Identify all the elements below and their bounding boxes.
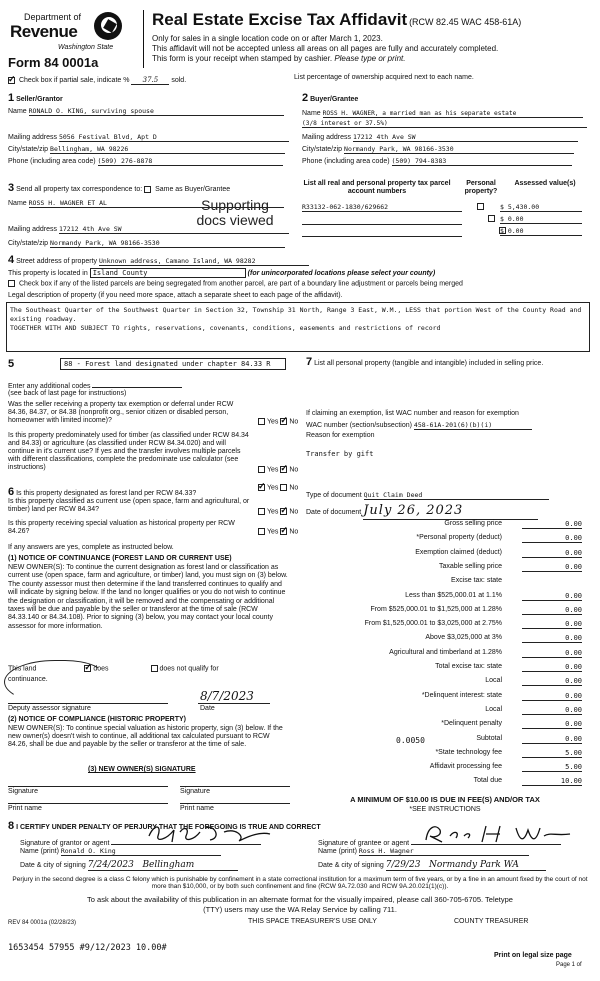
alt-format-notice-2: (TTY) users may use the WA Relay Service by calling 711.	[203, 905, 397, 914]
seller-city-field[interactable]: Bellingham, WA 98226	[50, 146, 285, 154]
grantor-date-label: Date & city of signing	[20, 862, 86, 869]
forest-no-checkbox[interactable]	[280, 484, 287, 491]
reason-label: Reason for exemption	[306, 432, 375, 439]
doc-date-label: Date of document	[306, 509, 362, 516]
seller-address-field[interactable]: 5056 Festival Blvd, Apt D	[59, 134, 289, 142]
timber-yes-checkbox[interactable]	[258, 466, 265, 473]
new-owner-signature-2[interactable]	[180, 785, 290, 787]
exemption-no-checkbox[interactable]	[280, 418, 287, 425]
assessor-scribble	[4, 660, 109, 704]
partial-sale-checkbox[interactable]	[8, 77, 15, 84]
wac-field[interactable]: 458-61A-201(6)(b)(i)	[414, 422, 532, 430]
tax-row	[300, 620, 582, 630]
buyer-city-field[interactable]: Normandy Park, WA 98166-3530	[344, 146, 574, 154]
current-use-no-checkbox[interactable]	[280, 508, 287, 515]
tax-row-value[interactable]: 0.00	[522, 549, 582, 558]
exemption-no-label: No	[289, 418, 299, 426]
header-note-2: This affidavit will not be accepted unless all areas on all pages are fully and accurately completed.	[152, 44, 499, 53]
tax-corr-heading: Send all property tax correspondence to:	[16, 186, 143, 193]
grantee-print-field[interactable]: Ross H. Wagner	[359, 848, 529, 856]
legal-description-label: Legal description of property (if you need more space, attach a separate sheet to each page of the affidavit).	[8, 292, 343, 299]
additional-codes-label: Enter any additional codes	[8, 383, 91, 390]
tax-row-value[interactable]: 0.00	[522, 634, 582, 643]
grantee-print-label: Name (print)	[318, 848, 357, 855]
current-use-yes-checkbox[interactable]	[258, 508, 265, 515]
agency-logo	[6, 10, 130, 60]
tax-row-value[interactable]: 0.00	[522, 735, 582, 744]
tax-row-label: Subtotal	[476, 734, 502, 742]
tax-row-value[interactable]: 0.00	[522, 720, 582, 729]
tax-row-label: Total excise tax: state	[435, 663, 502, 670]
assessed-value-2[interactable]: $ 0.00	[500, 216, 582, 224]
buyer-name-label: Name	[302, 110, 321, 117]
grantor-print-label: Name (print)	[20, 848, 59, 855]
agency-state: Washington State	[58, 44, 114, 51]
doc-type-field[interactable]: Quit Claim Deed	[364, 492, 549, 500]
land-use-code-select[interactable]: 88 - Forest land designated under chapter 84.33 R	[60, 358, 286, 370]
page-number: Page 1 of	[556, 962, 582, 968]
parcel-number-3[interactable]	[302, 228, 462, 237]
new-owner-signature-label-1: Signature	[8, 788, 38, 795]
grantor-signature-image	[144, 822, 284, 846]
seller-phone-field[interactable]: (509) 276-8878	[98, 158, 283, 166]
personal-property-col-header: Personal property?	[464, 180, 498, 196]
tax-corr-name-field[interactable]: ROSS H. WAGNER ET AL	[29, 200, 284, 208]
tax-row-value[interactable]: 0.00	[522, 592, 582, 601]
legal-description-field[interactable]	[6, 302, 590, 352]
tax-row	[300, 634, 582, 644]
treasurer-use-label: THIS SPACE TREASURER'S USE ONLY	[248, 918, 377, 925]
tax-row-value[interactable]: 0.00	[522, 606, 582, 615]
tax-row-label: Total due	[473, 777, 502, 785]
buyer-name-field[interactable]: ROSS H. WAGNER, a married man as his separate estate	[323, 110, 583, 118]
historic-text: NEW OWNER(S): To continue special valuation as historic property, sign (3) below. If the new owner(s) doesn't wish to continue, all additional tax calculated pursuant to RCW 84.26, shall be due and payable by the seller or transferor at the time of sale.	[8, 725, 283, 749]
ownership-note: List percentage of ownership acquired next to each name.	[294, 74, 474, 81]
does-not-checkbox[interactable]	[151, 665, 158, 672]
section-6-note: If any answers are yes, complete as instructed below.	[8, 544, 174, 551]
buyer-address-label: Mailing address	[302, 134, 352, 141]
forest-question: Is this property designated as forest land per RCW 84.33?	[16, 490, 197, 497]
deputy-signature-label: Deputy assessor signature	[8, 705, 91, 712]
current-use-no-label: No	[289, 508, 299, 516]
tax-row	[300, 720, 582, 730]
agency-name: Revenue	[10, 22, 78, 41]
assessed-value-col-header: Assessed value(s)	[514, 180, 576, 187]
section-1-number: 1	[8, 92, 15, 104]
tax-row-value[interactable]: 0.00	[522, 677, 582, 686]
legal-description-text-2: TOGETHER WITH AND SUBJECT TO rights, reservations, covenants, conditions, easements and restrictions of record	[10, 324, 441, 333]
tax-row-label: Affidavit processing fee	[429, 763, 502, 771]
tax-row-label: Exemption claimed (deduct)	[415, 548, 502, 556]
tax-row-value[interactable]: 0.00	[522, 706, 582, 715]
tax-row	[300, 606, 582, 616]
tax-row	[300, 749, 582, 759]
assessed-value-1[interactable]: $ 5,430.00	[500, 204, 582, 212]
exemption-yes-label: Yes	[267, 418, 279, 426]
seller-phone-label: Phone (including area code)	[8, 158, 96, 165]
header-divider	[143, 10, 144, 68]
perjury-notice: Perjury in the second degree is a class C felony which is punishable by confinement in a state correctional institution for a maximum term of five years, or by a fine in an amount fixed by the court of not more than $10,000, or by both such confinement and fine (RCW 9A.72.030 and RCW 9A.20.021(1)(c)).	[12, 876, 588, 891]
tax-row-label: From $1,525,000.01 to $3,025,000 at 2.75%	[364, 620, 502, 628]
street-label: Street address of property	[16, 258, 98, 265]
tax-row-value[interactable]: 0.00	[522, 620, 582, 629]
doc-type-label: Type of document	[306, 492, 362, 499]
same-as-buyer-checkbox[interactable]	[144, 186, 151, 193]
new-owner-signature-label-2: Signature	[180, 788, 210, 795]
section-3-number: 3	[8, 182, 15, 194]
grantor-date-field[interactable]: 7/24/2023 Bellingham	[88, 860, 238, 871]
tax-row	[300, 549, 582, 559]
tax-row-label: Taxable selling price	[438, 562, 502, 570]
tax-corr-city-field[interactable]: Normandy Park, WA 98166-3530	[50, 240, 285, 248]
county-treasurer-label: COUNTY TREASURER	[454, 918, 529, 925]
segregated-label: Check box if any of the listed parcels are being segregated from another parcel, are part of a boundary line adjustment or parcels being merged	[18, 280, 463, 288]
continuance-title: (1) NOTICE OF CONTINUANCE (FOREST LAND OR CURRENT USE)	[8, 555, 232, 562]
tax-row	[300, 677, 582, 687]
historic-yes-checkbox[interactable]	[258, 528, 265, 535]
tax-row-label: *Delinquent penalty	[441, 720, 502, 728]
tax-row	[300, 649, 582, 659]
tax-corr-name-label: Name	[8, 200, 27, 207]
tax-row-value[interactable]: 0.00	[522, 520, 582, 529]
tax-row-value[interactable]: 10.00	[522, 777, 582, 786]
assessor-date-label: Date	[200, 705, 215, 712]
reason-field[interactable]: Transfer by gift	[306, 450, 374, 458]
forest-no-label: No	[289, 484, 299, 492]
tax-row-value[interactable]: 0.00	[522, 563, 582, 572]
revision-label: REV 84 0001a (02/28/23)	[8, 920, 77, 926]
certification-text: I CERTIFY UNDER PENALTY OF PERJURY THAT THE FOREGOING IS TRUE AND CORRECT	[16, 824, 321, 831]
exemption-yes-checkbox[interactable]	[258, 418, 265, 425]
tax-row	[300, 777, 582, 787]
tax-row-value[interactable]: 5.00	[522, 749, 582, 758]
wac-label: WAC number (section/subsection)	[306, 422, 412, 429]
section-2-number: 2	[302, 92, 309, 104]
continuance-text: NEW OWNER(S): To continue the current designation as forest land or classification as current use (open space, farm and agriculture, or timber) land, you must sign on (3) below. The county assessor must then determine if the land transferred continues to qualify and will indicate by signing below. If the land no longer qualifies or you do not wish to continue the designation or classification, it will be removed and the compensating or additional taxes will be due and payable by the seller or transferor at the time of sale (RCW 84.33.140 or 84.34.108). Prior to signing (3) below, you may contact your local county assessor for more information.	[8, 564, 288, 630]
exemption-question: Was the seller receiving a property tax exemption or deferral under RCW 84.36, 84.37, or 84.38 (nonprofit org., senior citizen or disabled person, homeowner with limited income)?	[8, 401, 234, 425]
continuance-label: continuance.	[8, 676, 48, 683]
buyer-city-label: City/state/zip	[302, 146, 343, 153]
recording-stamp: 1653454 57955 #9/12/2023 10.00#	[8, 943, 167, 953]
county-note: (for unincorporated locations please select your county)	[247, 270, 436, 277]
form-title-cite: (RCW 82.45 WAC 458-61A)	[409, 17, 522, 27]
buyer-phone-label: Phone (including area code)	[302, 158, 390, 165]
grantee-signature-label: Signature of grantee or agent	[318, 840, 410, 847]
does-label: does	[93, 665, 109, 673]
buyer-address-field[interactable]: 17212 4th Ave SW	[353, 134, 578, 142]
supporting-docs-stamp: Supporting docs viewed	[196, 197, 274, 228]
grantee-date-field[interactable]: 7/29/23 Normandy Park WA	[386, 860, 546, 871]
tax-row-label: *State technology fee	[435, 748, 502, 756]
street-address-field[interactable]: Unknown address, Camano Island, WA 98282	[99, 258, 309, 266]
segregated-checkbox[interactable]	[8, 280, 15, 287]
new-owner-print-label-1: Print name	[8, 805, 42, 812]
section-8-number: 8	[8, 820, 15, 832]
form-title: Real Estate Excise Tax Affidavit	[152, 10, 408, 29]
county-label: This property is located in	[8, 270, 88, 277]
tax-row-value[interactable]: 0.00	[522, 692, 582, 701]
tax-row-label: *Delinquent interest: state	[421, 691, 502, 699]
personal-property-label: List all personal property (tangible and intangible) included in selling price.	[314, 360, 544, 367]
historic-question: Is this property receiving special valuation as historical property per RCW 84.26?	[8, 520, 235, 536]
tax-row-label: Local	[485, 677, 502, 685]
historic-no-label: No	[289, 528, 299, 536]
forest-yes-label: Yes	[267, 484, 279, 492]
local-rate-field[interactable]: 0.0050	[396, 736, 425, 745]
tax-row-label: Gross selling price	[444, 520, 502, 527]
grantor-print-field[interactable]: Ronald O. King	[61, 848, 221, 856]
doc-date-field[interactable]: July 26, 2023	[363, 504, 538, 520]
tax-row	[300, 706, 582, 716]
tax-corr-address-field[interactable]: 17212 4th Ave SW	[59, 226, 289, 234]
tax-corr-address-label: Mailing address	[8, 226, 58, 233]
tax-corr-city-label: City/state/zip	[8, 240, 49, 247]
assessor-date-line	[198, 702, 270, 704]
new-owner-signature-title: (3) NEW OWNER(S) SIGNATURE	[88, 766, 196, 773]
parcel-col-header: List all real and personal property tax parcel account numbers	[303, 180, 451, 196]
tax-row-value[interactable]: 0.00	[522, 649, 582, 658]
new-owner-print-label-2: Print name	[180, 805, 214, 812]
tax-row	[300, 534, 582, 544]
alt-format-notice-1: To ask about the availability of this publication in an alternate format for the visually impaired, please call 360-705-6705. Teletype	[87, 895, 513, 904]
tax-row	[300, 592, 582, 602]
grantee-date-label: Date & city of signing	[318, 862, 384, 869]
buyer-phone-field[interactable]: (509) 794-8383	[392, 158, 572, 166]
grantor-signature-label: Signature of grantor or agent	[20, 840, 110, 847]
section-6-number: 6	[8, 486, 15, 498]
tax-row	[300, 577, 582, 587]
new-owner-print-2[interactable]	[180, 802, 290, 804]
tax-row-value[interactable]: 5.00	[522, 763, 582, 772]
exemption-label: If claiming an exemption, list WAC number and reason for exemption	[306, 410, 519, 417]
personal-property-checkbox-1[interactable]	[477, 203, 484, 210]
tax-row	[300, 763, 582, 773]
section-4-number: 4	[8, 254, 15, 266]
tax-row-label: *Personal property (deduct)	[416, 534, 502, 542]
additional-codes-note: (see back of last page for instructions)	[8, 390, 127, 397]
timber-question: Is this property predominately used for timber (as classified under RCW 84.34 and 84.33) or agriculture (as classified under RCW 84.34.020) and will continue in it's current use? If yes and the transfer involves multiple parcels with different classifications, complete the predominate use calculator (see instructions)	[8, 432, 249, 472]
current-use-yes-label: Yes	[267, 508, 279, 516]
tax-row-label: Local	[485, 705, 502, 713]
partial-sale-suffix: sold.	[171, 77, 187, 84]
historic-no-checkbox[interactable]	[280, 528, 287, 535]
see-instructions-note: *SEE INSTRUCTIONS	[409, 806, 481, 813]
parcel-number-2[interactable]	[302, 216, 462, 225]
seller-city-label: City/state/zip	[8, 146, 49, 153]
header-note-3: This form is your receipt when stamped by cashier.	[152, 54, 333, 63]
timber-yes-label: Yes	[267, 466, 279, 474]
forest-yes-checkbox[interactable]	[258, 484, 265, 491]
tax-row-label: Excise tax: state	[451, 577, 502, 585]
tax-row-value[interactable]: 0.00	[522, 534, 582, 543]
partial-sale-percent[interactable]: 37.5	[131, 76, 169, 85]
buyer-heading: Buyer/Grantee	[310, 96, 359, 103]
header-note-3b: Please type or print.	[334, 54, 406, 63]
seller-name-label: Name	[8, 108, 27, 115]
new-owner-signature-1[interactable]	[8, 785, 168, 787]
tax-row-value[interactable]: 0.00	[522, 663, 582, 672]
seller-name-field[interactable]: RONALD O. KING, surviving spouse	[29, 108, 284, 116]
tax-row	[300, 663, 582, 673]
deputy-signature-line[interactable]	[8, 702, 168, 704]
section-7-number: 7	[306, 356, 313, 368]
legal-description-text: The Southeast Quarter of the Southwest Quarter in Section 32, Township 31 North, Range 3 East, W.M., LESS that portion West of the County Road and existing roadway.	[10, 306, 582, 324]
grantee-signature-image	[420, 822, 580, 846]
same-as-buyer-label: Same as Buyer/Grantee	[155, 186, 231, 193]
historic-yes-label: Yes	[267, 528, 279, 536]
section-5-number: 5	[8, 358, 15, 370]
seller-heading: Seller/Grantor	[16, 96, 63, 103]
historic-title: (2) NOTICE OF COMPLIANCE (HISTORIC PROPERTY)	[8, 716, 186, 723]
seller-address-label: Mailing address	[8, 134, 58, 141]
tax-row	[300, 735, 582, 745]
land-label: This land	[8, 665, 37, 673]
tax-row	[300, 692, 582, 702]
tax-row-label: Above $3,025,000 at 3%	[425, 634, 502, 642]
agency-line1: Department of	[24, 12, 82, 22]
county-select[interactable]: Island County	[90, 268, 246, 278]
personal-property-checkbox-2[interactable]	[488, 215, 495, 222]
tax-row-label: From $525,000.01 to $1,525,000 at 1.28%	[370, 605, 502, 613]
timber-no-label: No	[289, 466, 299, 474]
tax-row-label: Agricultural and timberland at 1.28%	[389, 648, 502, 656]
tax-row	[300, 520, 582, 530]
new-owner-print-1[interactable]	[8, 802, 168, 804]
partial-sale-label: Check box if partial sale, indicate %	[18, 77, 130, 84]
tax-row-label: Less than $525,000.01 at 1.1%	[405, 591, 502, 599]
current-use-question: Is this property classified as current use (open space, farm and agricultural, or timber) land per RCW 84.34?	[8, 498, 250, 514]
logo-mark-icon	[94, 12, 122, 40]
additional-codes-field[interactable]	[92, 380, 182, 388]
form-number: Form 84 0001a	[8, 55, 99, 70]
parcel-number-1[interactable]: R33132-062-1830/629662	[302, 204, 462, 212]
assessed-value-3[interactable]: $ 0.00	[500, 228, 582, 236]
buyer-name-field-2[interactable]: (3/8 interest or 37.5%)	[302, 120, 587, 128]
does-not-label: does not qualify for	[159, 665, 219, 673]
timber-no-checkbox[interactable]	[280, 466, 287, 473]
assessor-date-field[interactable]: 8/7/2023	[200, 689, 254, 703]
legal-size-note: Print on legal size page	[494, 952, 572, 959]
minimum-due-note: A MINIMUM OF $10.00 IS DUE IN FEE(S) AND/OR TAX	[350, 795, 540, 804]
header-note-1: Only for sales in a single location code on or after March 1, 2023.	[152, 34, 383, 43]
tax-row	[300, 563, 582, 573]
